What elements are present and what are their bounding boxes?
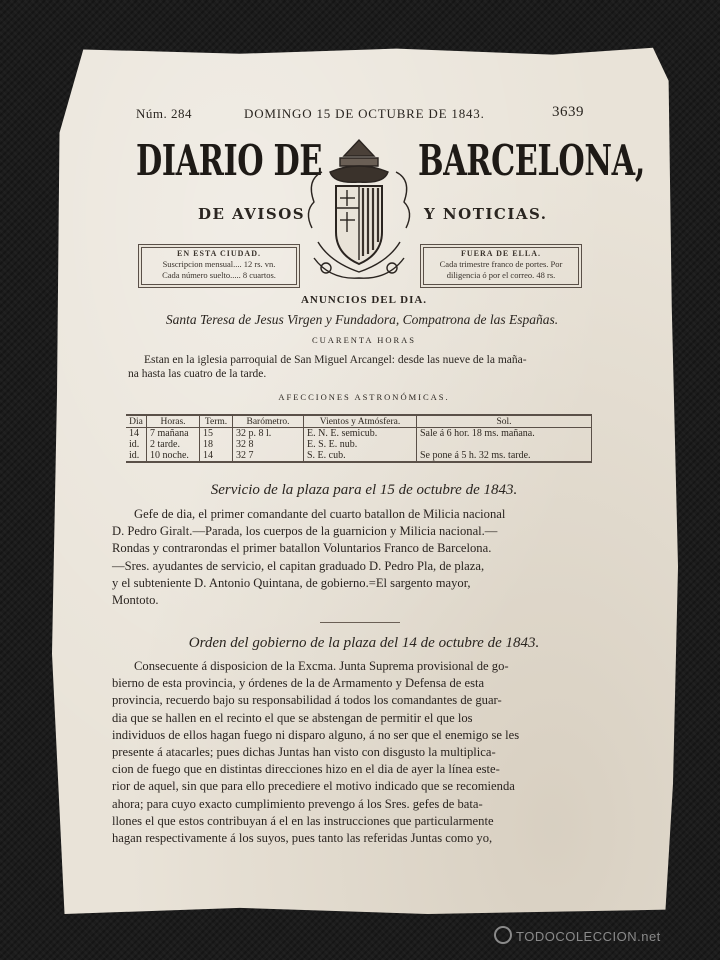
watermark-text: TODOCOLECCION.net <box>516 929 661 944</box>
service-line: —Sres. ayudantes de servicio, el capitan graduado D. Pedro Pla, de plaza, <box>112 558 485 573</box>
watermark-logo-icon <box>494 926 512 944</box>
coat-of-arms-icon <box>300 132 418 282</box>
astro-cell: 32 p. 8 l. <box>233 428 304 440</box>
astro-header-cell: Horas. <box>147 415 200 428</box>
quarantine-line: na hasta las cuatro de la tarde. <box>128 368 267 380</box>
subscription-city-line: Suscripcion mensual.... 12 rs. vn. <box>162 259 276 269</box>
order-line: rior de aquel, sin que para ello precediere el motivo indicado que se recomienda <box>112 779 515 794</box>
quarantine-line: Estan en la iglesia parroquial de San Miguel Arcangel: desde las nueve de la maña- <box>144 354 527 366</box>
service-line: D. Pedro Giralt.—Parada, los cuerpos de la guarnicion y Milicia nacional.— <box>112 524 498 539</box>
astro-cell: 15 <box>200 428 233 440</box>
order-title: Orden del gobierno de la plaza del 14 de octubre de 1843. <box>188 635 540 651</box>
subscription-outside-line: Cada trimestre franco de portes. Por <box>439 259 563 269</box>
order-line: bierno de esta provincia, y órdenes de la de Armamento y Defensa de esta <box>112 676 485 691</box>
masthead-left: DIARIO DE <box>136 136 323 185</box>
subscription-outside-title: FUERA DE ELLA. <box>460 249 541 258</box>
astro-header-cell: Vientos y Atmósfera. <box>304 415 417 428</box>
saint-of-day: Santa Teresa de Jesus Virgen y Fundadora, Compatrona de las Españas. <box>165 312 559 327</box>
astro-cell: 7 mañana <box>147 428 200 440</box>
astro-cell: S. E. cub. <box>304 450 417 462</box>
subscription-city-title: EN ESTA CIUDAD. <box>177 249 261 258</box>
order-line: hagan respectivamente á los suyos, pues tanto las referidas Juntas como yo, <box>112 831 493 846</box>
astro-header-cell: Dia <box>126 415 147 428</box>
table-row <box>126 439 592 450</box>
watermark <box>494 926 661 944</box>
subscription-city-box <box>138 244 300 288</box>
astro-cell: 14 <box>129 428 139 439</box>
astro-cell: 10 noche. <box>147 450 200 462</box>
order-line: individuos de ellos hagan fuego ni disparo alguno, á no ser que el enemigo se les <box>112 727 520 742</box>
section-divider <box>320 622 400 623</box>
page-number: 3639 <box>552 104 584 120</box>
astro-cell: 2 tarde. <box>147 439 200 450</box>
astro-header-cell: Barómetro. <box>233 415 304 428</box>
masthead-sub-left: DE AVISOS <box>198 205 306 223</box>
astro-table <box>126 414 592 463</box>
astro-header-cell: Sol. <box>417 415 592 428</box>
announcements-title: ANUNCIOS DEL DIA. <box>300 294 428 306</box>
astro-cell: E. S. E. nub. <box>304 439 417 450</box>
astro-header-cell: Term. <box>200 415 233 428</box>
subscription-outside-box <box>420 244 582 288</box>
order-line: Consecuente á disposicion de la Excma. Junta Suprema provisional de go- <box>134 659 509 673</box>
service-line: Gefe de dia, el primer comandante del cuarto batallon de Milicia nacional <box>134 507 506 521</box>
order-line: ahora; para cuyo exacto cumplimiento prevengo á los Sres. gefes de bata- <box>112 796 483 811</box>
astro-cell: E. N. E. semicub. <box>304 428 417 440</box>
quarantine-title: CUARENTA HORAS <box>311 335 417 345</box>
issue-date: DOMINGO 15 DE OCTUBRE DE 1843. <box>244 106 485 121</box>
order-line: presente á atacarles; pues dichas Juntas han visto con disgusto la multiplica- <box>112 745 496 760</box>
astro-cell: id. <box>129 450 140 461</box>
astro-cell: Se pone á 5 h. 32 ms. tarde. <box>417 450 592 462</box>
order-line: dia que se hallen en el recinto el que se abstengan de permitir el que los <box>112 710 473 725</box>
issue-number: Núm. 284 <box>136 106 192 121</box>
order-line: cion de fuego que en distintas direcciones hizo en el dia de ayer la línea este- <box>112 762 500 777</box>
astro-cell: 18 <box>200 439 233 450</box>
service-line: Montoto. <box>112 593 159 608</box>
astro-cell <box>417 439 592 450</box>
table-row <box>126 450 592 462</box>
order-text <box>112 658 604 847</box>
astro-cell: Sale á 6 hor. 18 ms. mañana. <box>417 428 592 440</box>
service-title: Servicio de la plaza para el 15 de octubre de 1843. <box>210 482 518 498</box>
order-line: provincia, recuerdo bajo su responsabilidad á todos los comandantes de guar- <box>112 693 502 708</box>
service-text <box>112 506 600 609</box>
subscription-outside-line: diligencia ó por el correo. 48 rs. <box>446 270 556 280</box>
astro-cell: 32 8 <box>233 439 304 450</box>
order-line: llones el que estos contribuyan á el en las instrucciones que particularmente <box>112 813 494 828</box>
astro-title: AFECCIONES ASTRONÓMICAS. <box>278 392 450 402</box>
astro-table-header <box>126 415 592 428</box>
masthead-sub-right: Y NOTICIAS. <box>424 205 548 223</box>
masthead-right: BARCELONA, <box>418 136 645 185</box>
astro-cell: 32 7 <box>233 450 304 462</box>
astro-cell: id. <box>129 439 140 450</box>
subscription-city-line: Cada número suelto..... 8 cuartos. <box>162 270 276 280</box>
astro-cell: 14 <box>200 450 233 462</box>
table-row <box>126 428 592 440</box>
quarantine-text <box>128 353 598 381</box>
service-line: y el subteniente D. Antonio Quintana, de gobierno.=El sargento mayor, <box>112 575 471 590</box>
service-line: Rondas y contrarondas el primer batallon Voluntarios Franco de Barcelona. <box>112 541 492 556</box>
